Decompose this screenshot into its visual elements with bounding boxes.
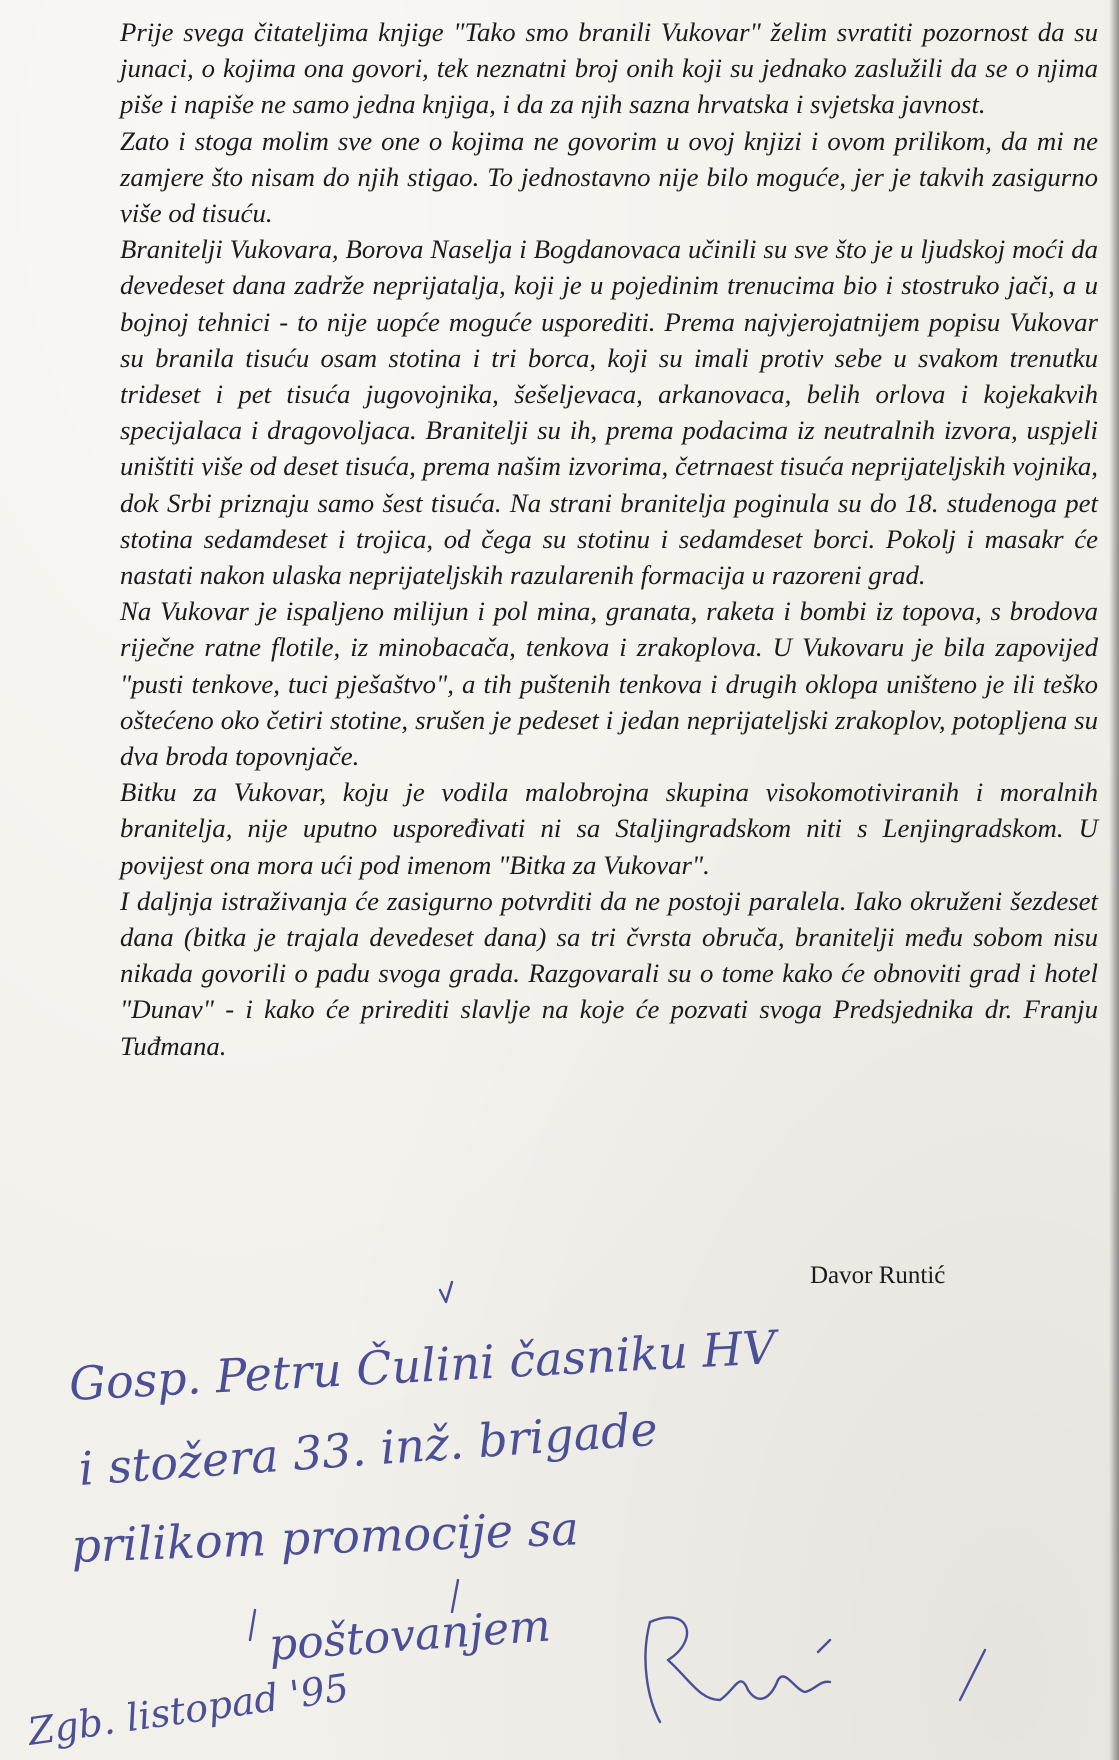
paragraph-1: Prije svega čitateljima knjige "Tako smo branili Vukovar" želim svratiti pozornost da su junaci, o kojima ona govori, tek neznatni broj onih koji su jednako zaslužili da se o njima piše i napiše ne samo jedna knjiga, i da za njih sazna hrvatska i svjetska javnost. [120,17,1098,120]
paragraph-3: Branitelji Vukovara, Borova Naselja i Bogdanovaca učinili su sve što je u ljudskoj moći da devedeset dana zadrže neprijatalja, koji je u pojedinim trenucima bio i stostruko jači, a u bojnoj tehnici - to nije uopće moguće usporediti. Prema najvjerojatnijem popisu Vukovar su branila tisuću osam stotina i tri borca, koji su imali protiv sebe u svakom trenutku trideset i pet tisuća jugovojnika, šešeljevaca, arkanovaca, belih orlova i kojekakvih specijalaca i dragovoljaca. Branitelji su ih, prema podacima iz neutralnih izvora, uspjeli uništiti više od deset tisuća, prema našim izvorima, četrnaest tisuća neprijateljskih vojnika, dok Srbi priznaju samo šest tisuća. Na strani branitelja poginula su do 18. studenoga pet stotina sedamdeset i trojica, od čega su stotinu i sedamdeset borci. Pokolj i masakr će nastati nakon ulaska neprijateljskih razularenih formacija u razoreni grad. [120,234,1098,591]
check-mark-icon [440,1282,452,1302]
paragraph-6: I daljnja istraživanja će zasigurno potvrditi da ne postoji paralela. Iako okruženi šezdeset dana (bitka je trajala devedeset dana) sa tri čvrsta obruča, branitelji među sobom nisu nikada govorili o padu svoga grada. Razgovarali su o tome kako će obnoviti grad i hotel "Dunav" - i kako će prirediti slavlje na koje će pozvati svoga Predsjednika dr. Franju Tuđmana. [120,885,1098,1061]
paragraph-4: Na Vukovar je ispaljeno milijun i pol mina, granata, raketa i bombi iz topova, s brodova riječne ratne flotile, iz minobacača, tenkova i zrakoplova. U Vukovaru je bila zapovijed "pusti tenkove, tuci pješaštvo", a tih puštenih tenkova i drugih oklopa uništeno je ili teško oštećeno oko četiri stotine, srušen je pedeset i jedan neprijateljski zrakoplov, potopljena su dva broda topovnjače. [120,596,1098,772]
author-name: Davor Runtić [810,1262,946,1289]
dedication-line-1: Gosp. Petru Čulini časniku HV [67,1320,777,1411]
paragraph-5: Bitku za Vukovar, koju je vodila malobrojna skupina visokomotiviranih i moralnih branitelja, nije uputno uspoređivati ni sa Staljingradskom niti s Lenjingradskom. U povijest ona mora ući pod imenom "Bitka za Vukovar". [120,777,1098,880]
page-edge-shadow [1109,0,1119,1760]
dedication-line-3: prilikom promocije sa [70,1501,580,1573]
foreword-text [120,14,1098,1064]
dedication-line-2: i stožera 33. inž. brigade [77,1401,660,1496]
dedication-line-4: poštovanjem [267,1600,553,1671]
signature-scribble [645,1617,985,1722]
dedication-date: Zgb. listopad '95 [25,1665,352,1754]
paragraph-2: Zato i stoga molim sve one o kojima ne govorim u ovoj knjizi i ovom prilikom, da mi ne zamjere što nisam do njih stigao. To jednostavno nije bilo moguće, jer je takvih zasigurno više od tisuću. [120,125,1098,229]
